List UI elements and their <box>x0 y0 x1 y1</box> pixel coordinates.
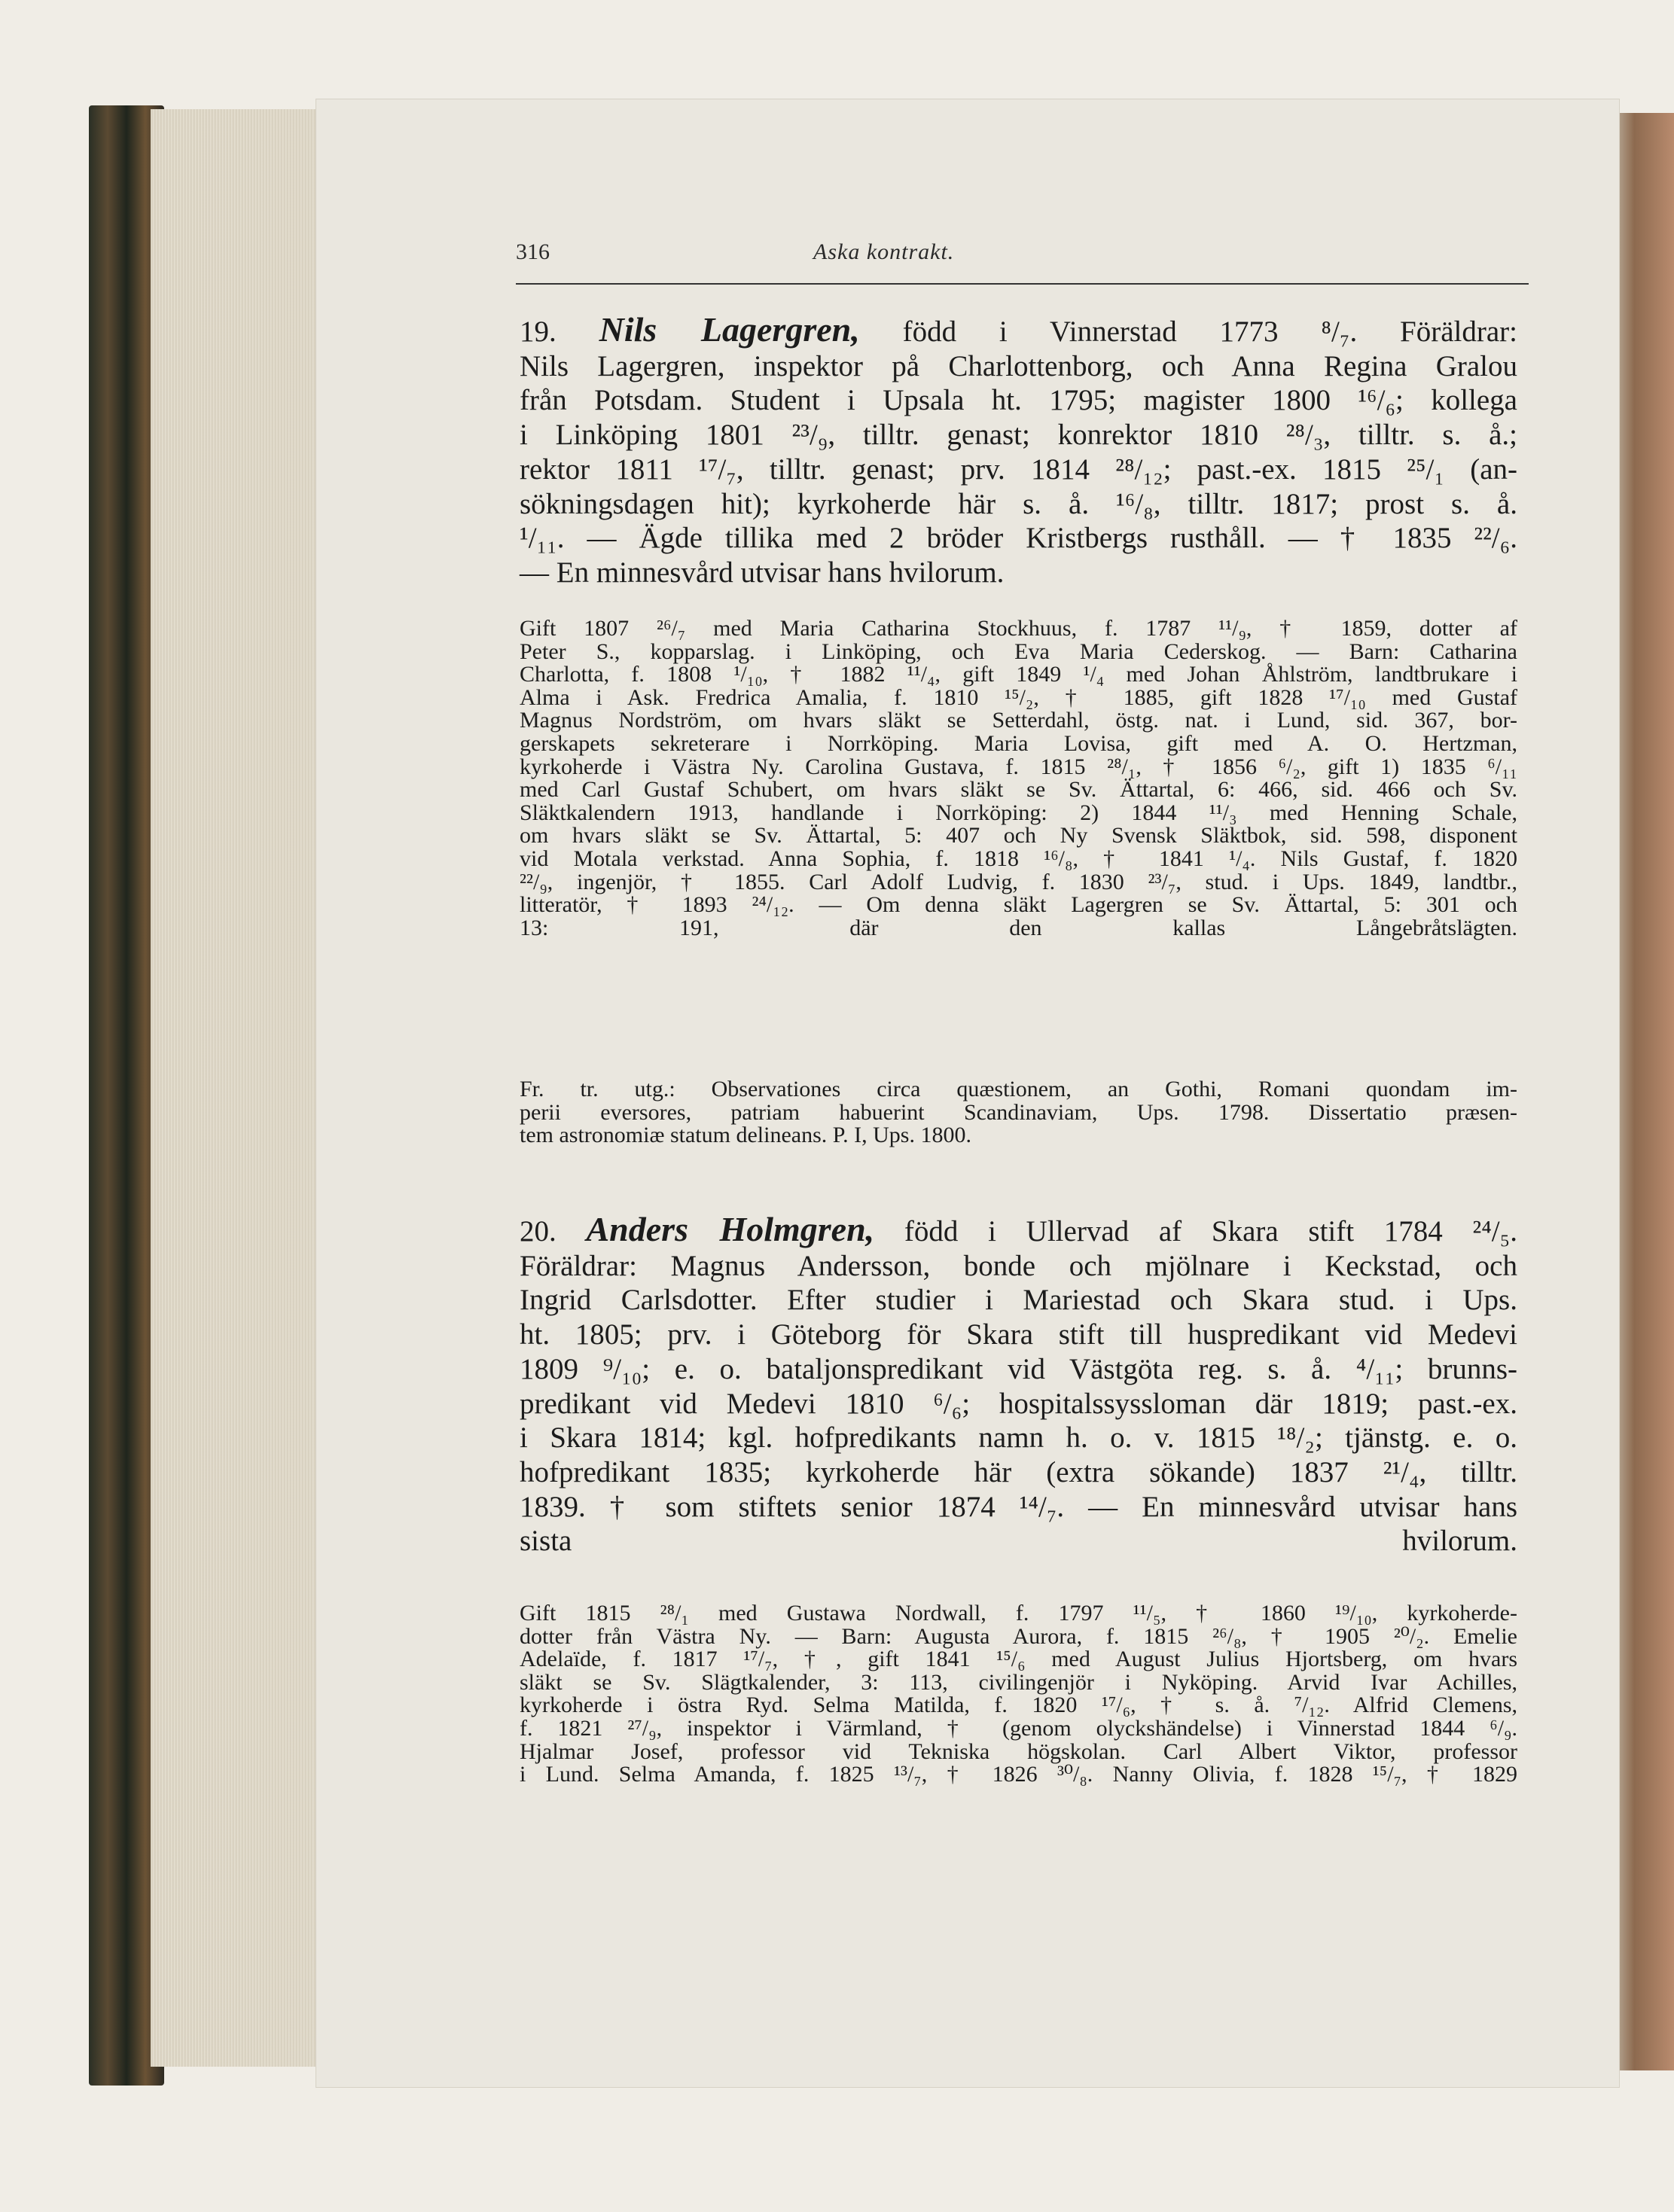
entry-19-family <box>520 617 1517 940</box>
entry-20-biography <box>520 1212 1517 1558</box>
text-line: perii eversores, patriam habuerint Scandinaviam, Ups. 1798. Dissertatio præsen- <box>520 1099 1517 1125</box>
entry-19-name: Nils Lagergren, <box>599 310 860 349</box>
text-line: Gift 1815 ²⁸/₁ med Gustawa Nordwall, f. 1797 ¹¹/₅, † 1860 ¹⁹/₁₀, kyrkoherde- <box>520 1601 1517 1625</box>
text-line: sökningsdagen hit); kyrkoherde här s. å. ¹⁶/₈, tilltr. 1817; prost s. å. <box>520 487 1517 520</box>
text-line: med Carl Gustaf Schubert, om hvars släkt se Sv. Ättartal, 6: 466, sid. 466 och Sv. <box>520 777 1517 803</box>
text-line: ht. 1805; prv. i Göteborg för Skara stift till huspredikant vid Medevi <box>520 1318 1517 1351</box>
text-line: Släktkalendern 1913, handlande i Norrköping: 2) 1844 ¹¹/₃ med Henning Schale, <box>520 800 1517 825</box>
text-line: i Lund. Selma Amanda, f. 1825 ¹³/₇, † 1826 ³⁰/₈. Nanny Olivia, f. 1828 ¹⁵/₇, † 1829 <box>520 1762 1517 1787</box>
text-line: Alma i Ask. Fredrica Amalia, f. 1810 ¹⁵/₂, † 1885, gift 1828 ¹⁷/₁₀ med Gustaf <box>520 684 1517 710</box>
text-line: Föräldrar: Magnus Andersson, bonde och mjölnare i Keckstad, och <box>520 1249 1517 1282</box>
text-line: Nils Lagergren, inspektor på Charlottenborg, och Anna Regina Gralou <box>520 349 1517 382</box>
header-rule <box>516 283 1529 285</box>
entry-19-biography <box>520 312 1517 590</box>
entry-20-name: Anders Holmgren, <box>586 1210 875 1248</box>
text-line: gerskapets sekreterare i Norrköping. Maria Lovisa, gift med A. O. Hertzman, <box>520 730 1517 756</box>
text-line: kyrkoherde i Västra Ny. Carolina Gustava, f. 1815 ²⁸/₁, † 1856 ⁶/₂, gift 1) 1835 ⁶/₁₁ <box>520 754 1517 779</box>
page-number: 316 <box>516 239 550 264</box>
text-line: släkt se Sv. Slägtkalender, 3: 113, civilingenjör i Nyköping. Arvid Ivar Achilles, <box>520 1669 1517 1695</box>
text-line: i Skara 1814; kgl. hofpredikants namn h. o. v. 1815 ¹⁸/₂; tjänstg. e. o. <box>520 1421 1517 1455</box>
text-line: Peter S., kopparslag. i Linköping, och Eva Maria Cederskog. — Barn: Catharina <box>520 638 1517 664</box>
text-line: från Potsdam. Student i Upsala ht. 1795; magister 1800 ¹⁶/₆; kollega <box>520 384 1517 417</box>
text-line: rektor 1811 ¹⁷/₇, tilltr. genast; prv. 1814 ²⁸/₁₂; past.-ex. 1815 ²⁵/₁ (an- <box>520 452 1517 486</box>
text-line: dotter från Västra Ny. — Barn: Augusta Aurora, f. 1815 ²⁶/₈, † 1905 ²⁰/₂. Emelie <box>520 1623 1517 1649</box>
entry-19-works <box>520 1078 1517 1147</box>
text-line: hofpredikant 1835; kyrkoherde här (extra sökande) 1837 ²¹/₄, tilltr. <box>520 1455 1517 1488</box>
text-line: Magnus Nordström, om hvars släkt se Setterdahl, östg. nat. i Lund, sid. 367, bor- <box>520 708 1517 733</box>
text-line: f. 1821 ²⁷/₉, inspektor i Värmland, † (genom olyckshändelse) i Vinnerstad 1844 ⁶/₉. <box>520 1715 1517 1741</box>
page-edges <box>151 109 320 2067</box>
text-line: 1809 ⁹/₁₀; e. o. bataljonspredikant vid Västgöta reg. s. å. ⁴/₁₁; brunns- <box>520 1352 1517 1385</box>
text-line: vid Motala verkstad. Anna Sophia, f. 1818 ¹⁶/₈, † 1841 ¹/₄. Nils Gustaf, f. 1820 <box>520 845 1517 871</box>
text-line: 13: 191, där den kallas Långebråtslägten. <box>520 915 1517 940</box>
text-line: litteratör, † 1893 ²⁴/₁₂. — Om denna släkt Lagergren se Sv. Ättartal, 5: 301 och <box>520 892 1517 918</box>
text-line: Fr. tr. utg.: Observationes circa quæstionem, an Gothi, Romani quondam im- <box>520 1077 1517 1101</box>
text-line: Adelaïde, f. 1817 ¹⁷/₇, †, gift 1841 ¹⁵/₆ med August Julius Hjortsberg, om hvars <box>520 1647 1517 1672</box>
text-line: sista hvilorum. <box>520 1525 1517 1558</box>
text-line: predikant vid Medevi 1810 ⁶/₆; hospitalssyssloman där 1819; past.-ex. <box>520 1387 1517 1420</box>
text-line: ¹/₁₁. — Ägde tillika med 2 bröder Kristbergs rusthåll. — † 1835 ²²/₆. <box>520 522 1517 555</box>
text-line: ²²/₉, ingenjör, † 1855. Carl Adolf Ludvig, f. 1830 ²³/₇, stud. i Ups. 1849, landtbr., <box>520 869 1517 894</box>
text-line: Charlotta, f. 1808 ¹/₁₀, † 1882 ¹¹/₄, gift 1849 ¹/₄ med Johan Åhlström, landtbrukare i <box>520 662 1517 687</box>
text-line: 1839. † som stiftets senior 1874 ¹⁴/₇. — En minnesvård utvisar hans <box>520 1490 1517 1523</box>
entry-20-family <box>520 1602 1517 1787</box>
text-line: Ingrid Carlsdotter. Efter studier i Mariestad och Skara stud. i Ups. <box>520 1284 1517 1317</box>
text-line: tem astronomiæ statum delineans. P. I, Ups. 1800. <box>520 1123 971 1148</box>
text-line: i Linköping 1801 ²³/₉, tilltr. genast; konrektor 1810 ²⁸/₃, tilltr. s. å.; <box>520 419 1517 452</box>
text-line: om hvars släkt se Sv. Ättartal, 5: 407 och Ny Svensk Släktbok, sid. 598, disponent <box>520 823 1517 849</box>
text-line: — En minnesvård utvisar hans hvilorum. <box>520 556 1005 589</box>
text-line: Hjalmar Josef, professor vid Tekniska högskolan. Carl Albert Viktor, professor <box>520 1738 1517 1764</box>
text-line: 20. Anders Holmgren, född i Ullervad af Skara stift 1784 ²⁴/₅. <box>520 1210 1517 1248</box>
running-head: Aska kontrakt. <box>813 239 955 264</box>
text-line: kyrkoherde i östra Ryd. Selma Matilda, f. 1820 ¹⁷/₆, † s. å. ⁷/₁₂. Alfrid Clemens, <box>520 1693 1517 1718</box>
text-line: 19. Nils Lagergren, född i Vinnerstad 1773 ⁸/₇. Föräldrar: <box>520 310 1517 349</box>
text-line: Gift 1807 ²⁶/₇ med Maria Catharina Stockhuus, f. 1787 ¹¹/₉, † 1859, dotter af <box>520 616 1517 641</box>
